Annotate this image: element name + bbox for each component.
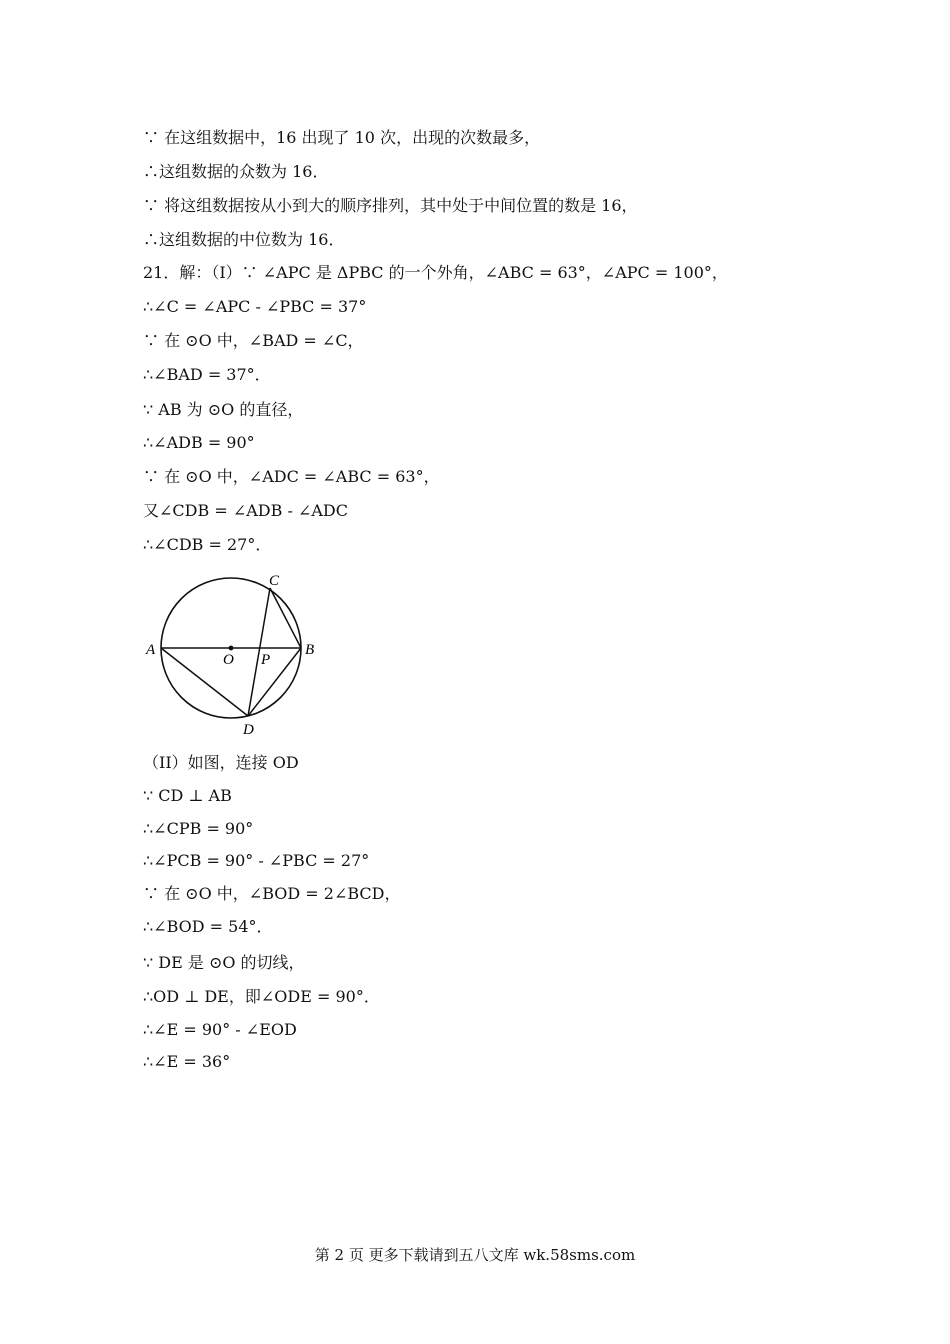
chord-ad bbox=[161, 648, 248, 716]
solution-line-18: ∵ 在 ⊙O 中，∠BOD = 2∠BCD， bbox=[143, 884, 401, 903]
solution-line-14: （II）如图，连接 OD bbox=[143, 753, 299, 772]
solution-line-8: ∴∠BAD = 37°． bbox=[143, 365, 271, 384]
solution-line-4: ∴这组数据的中位数为 16． bbox=[143, 230, 345, 249]
solution-line-16: ∴∠CPB = 90° bbox=[143, 819, 254, 838]
label-b: B bbox=[305, 642, 315, 658]
solution-line-9: ∵ AB 为 ⊙O 的直径， bbox=[143, 400, 304, 419]
solution-line-3: ∵ 将这组数据按从小到大的顺序排列，其中处于中间位置的数是 16， bbox=[143, 196, 638, 215]
label-a: A bbox=[146, 642, 156, 658]
solution-line-15: ∵ CD ⊥ AB bbox=[143, 786, 232, 805]
solution-line-6: ∴∠C = ∠APC - ∠PBC = 37° bbox=[143, 297, 367, 316]
solution-line-12: 又∠CDB = ∠ADB - ∠ADC bbox=[143, 501, 348, 520]
solution-line-2: ∴这组数据的众数为 16． bbox=[143, 162, 329, 181]
solution-line-19: ∴∠BOD = 54°． bbox=[143, 917, 273, 936]
solution-line-21: ∴OD ⊥ DE，即∠ODE = 90°． bbox=[143, 987, 380, 1006]
label-d: D bbox=[243, 722, 254, 738]
solution-line-1: ∵ 在这组数据中，16 出现了 10 次，出现的次数最多， bbox=[143, 128, 541, 147]
chord-cb bbox=[270, 588, 301, 648]
solution-line-7: ∵ 在 ⊙O 中，∠BAD = ∠C， bbox=[143, 331, 364, 350]
page-footer: 第 2 页 更多下载请到五八文库 wk.58sms.com bbox=[314, 1246, 636, 1264]
solution-line-23: ∴∠E = 36° bbox=[143, 1052, 231, 1071]
label-c: C bbox=[269, 573, 280, 589]
solution-line-5: 21．解：（I）∵ ∠APC 是 ΔPBC 的一个外角，∠ABC = 63°，∠APC = 100°， bbox=[143, 263, 728, 282]
solution-line-22: ∴∠E = 90° - ∠EOD bbox=[143, 1020, 297, 1039]
solution-line-13: ∴∠CDB = 27°． bbox=[143, 535, 272, 554]
solution-line-20: ∵ DE 是 ⊙O 的切线， bbox=[143, 953, 305, 972]
solution-line-10: ∴∠ADB = 90° bbox=[143, 433, 255, 452]
label-p: P bbox=[261, 652, 271, 668]
circle-geometry-figure bbox=[140, 568, 320, 740]
solution-line-17: ∴∠PCB = 90° - ∠PBC = 27° bbox=[143, 851, 370, 870]
center-point-o bbox=[229, 646, 234, 651]
solution-line-11: ∵ 在 ⊙O 中，∠ADC = ∠ABC = 63°， bbox=[143, 467, 440, 486]
label-o: O bbox=[223, 652, 234, 668]
